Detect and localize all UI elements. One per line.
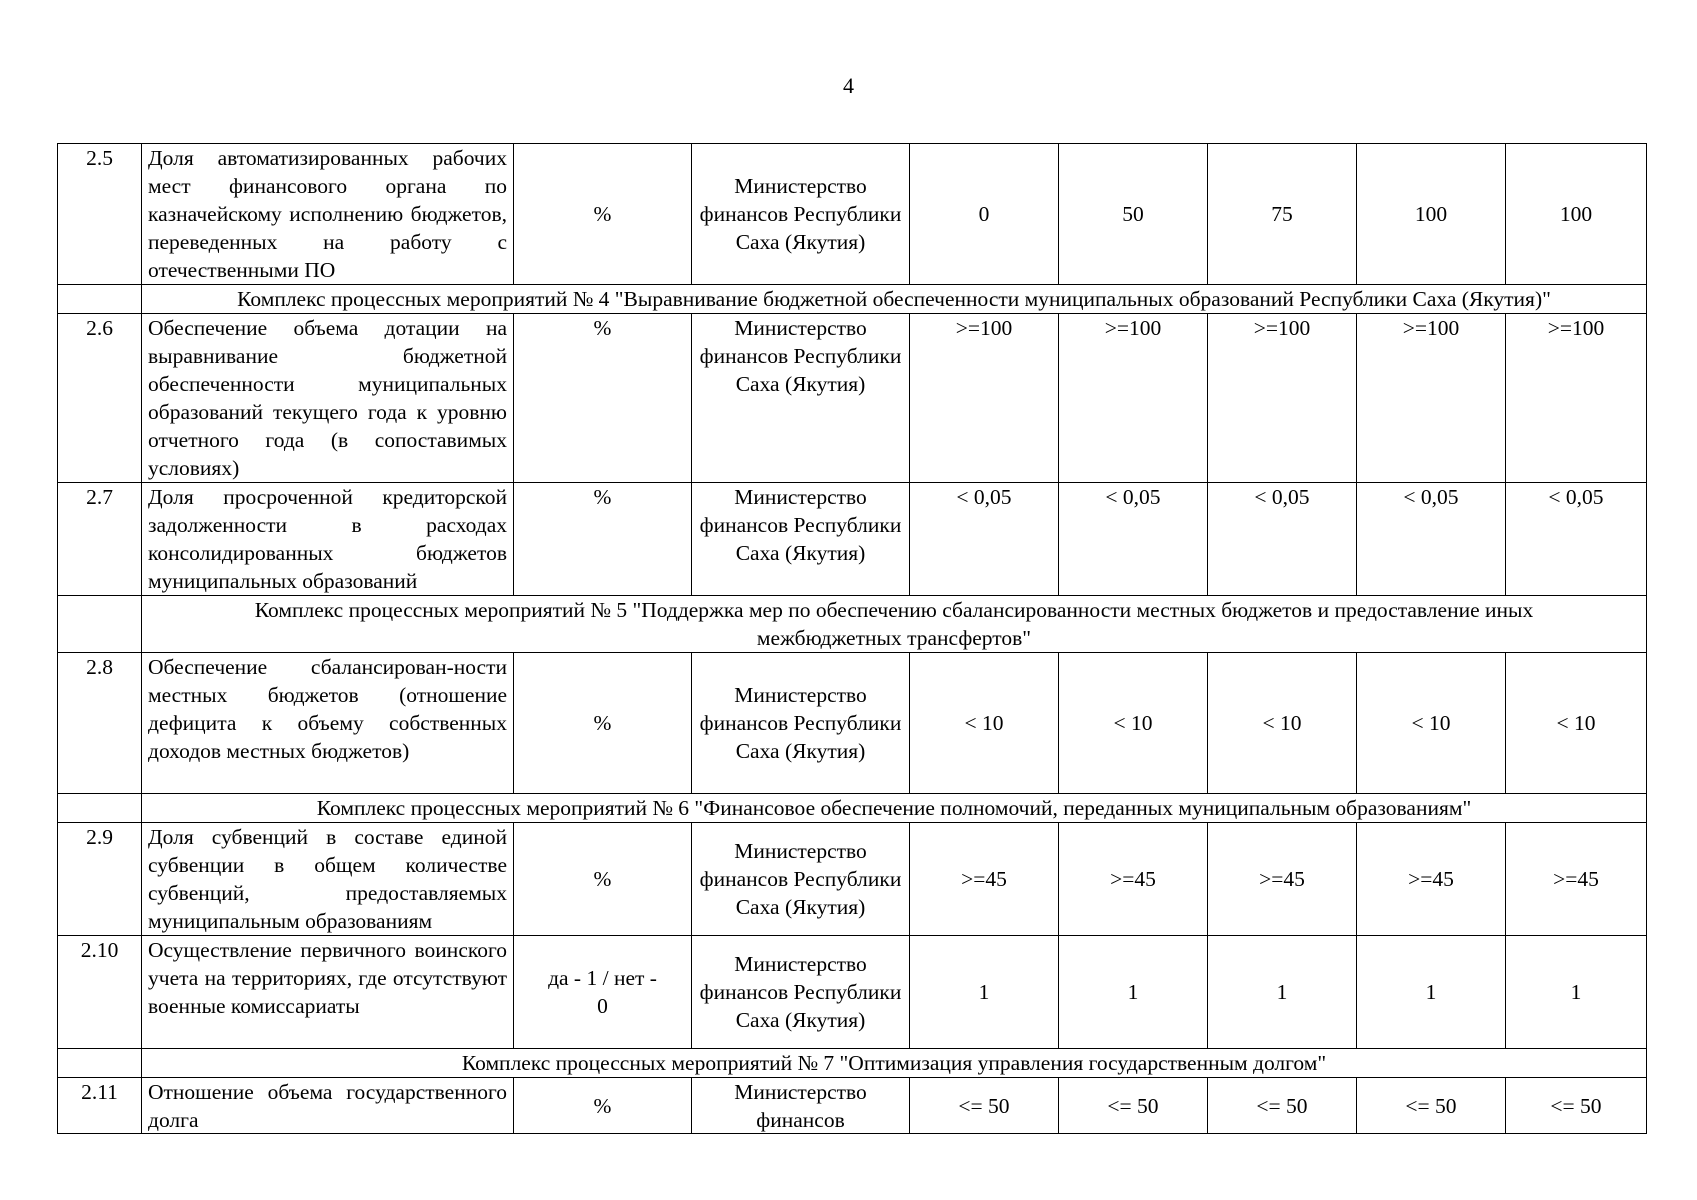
unit-cell: % xyxy=(514,483,692,596)
value-cell: >=100 xyxy=(1059,314,1208,483)
value-cell: >=45 xyxy=(1059,823,1208,936)
unit-cell: да - 1 / нет - 0 xyxy=(514,936,692,1049)
section-row xyxy=(58,596,1647,653)
responsible-text: Министерство финансов xyxy=(734,1080,867,1132)
value-cell: < 0,05 xyxy=(1059,483,1208,596)
row-number: 2.6 xyxy=(58,314,142,483)
value-cell: <= 50 xyxy=(1208,1078,1357,1134)
value-cell: 50 xyxy=(1059,144,1208,285)
value-cell: < 0,05 xyxy=(1506,483,1647,596)
value-cell: >=100 xyxy=(1506,314,1647,483)
value-cell: 0 xyxy=(910,144,1059,285)
responsible-cell: Министерство финансов Республики Саха (Якутия) xyxy=(692,483,910,596)
value-cell: < 10 xyxy=(1357,653,1506,794)
responsible-cell: Министерство финансов Республики Саха (Якутия) xyxy=(692,144,910,285)
indicator-name: Доля просроченной кредиторской задолженности в расходах консолидированных бюджетов муниципальных образований xyxy=(142,483,514,596)
value-cell: < 10 xyxy=(910,653,1059,794)
row-number: 2.11 xyxy=(58,1078,142,1134)
unit-cell: % xyxy=(514,823,692,936)
value-cell: 100 xyxy=(1357,144,1506,285)
value-cell: >=45 xyxy=(1208,823,1357,936)
unit-cell: % xyxy=(514,653,692,794)
value-cell: >=100 xyxy=(910,314,1059,483)
value-cell: <= 50 xyxy=(1506,1078,1647,1134)
page-number: 4 xyxy=(843,73,854,98)
value-cell: 100 xyxy=(1506,144,1647,285)
section-row xyxy=(58,794,1647,823)
value-cell: < 10 xyxy=(1059,653,1208,794)
table-row xyxy=(58,823,1647,936)
indicators-table xyxy=(57,143,1647,1134)
value-cell: <= 50 xyxy=(1357,1078,1506,1134)
section-number-cell xyxy=(58,285,142,314)
value-cell: >=100 xyxy=(1208,314,1357,483)
value-cell: < 10 xyxy=(1506,653,1647,794)
section-title: Комплекс процессных мероприятий № 7 "Оптимизация управления государственным долгом" xyxy=(142,1049,1647,1078)
responsible-cell xyxy=(692,1078,910,1134)
section-row xyxy=(58,1049,1647,1078)
section-number-cell xyxy=(58,794,142,823)
section-number-cell xyxy=(58,596,142,653)
row-number: 2.9 xyxy=(58,823,142,936)
row-number: 2.5 xyxy=(58,144,142,285)
table-row xyxy=(58,1078,1647,1134)
value-cell: < 0,05 xyxy=(1357,483,1506,596)
value-cell: 75 xyxy=(1208,144,1357,285)
table-row xyxy=(58,144,1647,285)
section-number-cell xyxy=(58,1049,142,1078)
row-number: 2.10 xyxy=(58,936,142,1049)
indicator-name: Доля автоматизированных рабочих мест финансового органа по казначейскому исполнению бюджетов, переведенных на работу с отечественными ПО xyxy=(142,144,514,285)
indicator-name xyxy=(142,1078,514,1134)
value-cell: 1 xyxy=(1357,936,1506,1049)
value-cell: >=45 xyxy=(1357,823,1506,936)
value-cell: >=45 xyxy=(910,823,1059,936)
value-cell: >=100 xyxy=(1357,314,1506,483)
responsible-cell: Министерство финансов Республики Саха (Якутия) xyxy=(692,823,910,936)
section-title: Комплекс процессных мероприятий № 5 "Поддержка мер по обеспечению сбалансированности местных бюджетов и предоставление иных межбюджетных трансфертов" xyxy=(142,596,1647,653)
table-row xyxy=(58,483,1647,596)
value-cell: >=45 xyxy=(1506,823,1647,936)
table-row xyxy=(58,936,1647,1049)
responsible-cell: Министерство финансов Республики Саха (Якутия) xyxy=(692,936,910,1049)
indicator-name: Осуществление первичного воинского учета на территориях, где отсутствуют военные комиссариаты xyxy=(142,936,514,1049)
unit-cell: % xyxy=(514,314,692,483)
row-number: 2.7 xyxy=(58,483,142,596)
value-cell: < 10 xyxy=(1208,653,1357,794)
responsible-cell: Министерство финансов Республики Саха (Якутия) xyxy=(692,314,910,483)
unit-cell: % xyxy=(514,1078,692,1134)
indicator-name: Обеспечение объема дотации на выравнивание бюджетной обеспеченности муниципальных образований текущего года к уровню отчетного года (в сопоставимых условиях) xyxy=(142,314,514,483)
section-title: Комплекс процессных мероприятий № 6 "Финансовое обеспечение полномочий, переданных муниципальным образованиям" xyxy=(142,794,1647,823)
unit-cell: % xyxy=(514,144,692,285)
indicator-name: Обеспечение сбалансирован-ности местных бюджетов (отношение дефицита к объему собственных доходов местных бюджетов) xyxy=(142,653,514,794)
value-cell: < 0,05 xyxy=(1208,483,1357,596)
indicator-name-text: Отношение объема государственного долга xyxy=(148,1080,507,1132)
value-cell: 1 xyxy=(1059,936,1208,1049)
indicator-name: Доля субвенций в составе единой субвенции в общем количестве субвенций, предоставляемых муниципальным образованиям xyxy=(142,823,514,936)
value-cell: < 0,05 xyxy=(910,483,1059,596)
responsible-cell: Министерство финансов Республики Саха (Якутия) xyxy=(692,653,910,794)
value-cell: <= 50 xyxy=(1059,1078,1208,1134)
value-cell: <= 50 xyxy=(910,1078,1059,1134)
section-row xyxy=(58,285,1647,314)
row-number: 2.8 xyxy=(58,653,142,794)
value-cell: 1 xyxy=(910,936,1059,1049)
value-cell: 1 xyxy=(1506,936,1647,1049)
value-cell: 1 xyxy=(1208,936,1357,1049)
table-row xyxy=(58,314,1647,483)
section-title: Комплекс процессных мероприятий № 4 "Выравнивание бюджетной обеспеченности муниципальных образований Республики Саха (Якутия)" xyxy=(142,285,1647,314)
table-row xyxy=(58,653,1647,794)
